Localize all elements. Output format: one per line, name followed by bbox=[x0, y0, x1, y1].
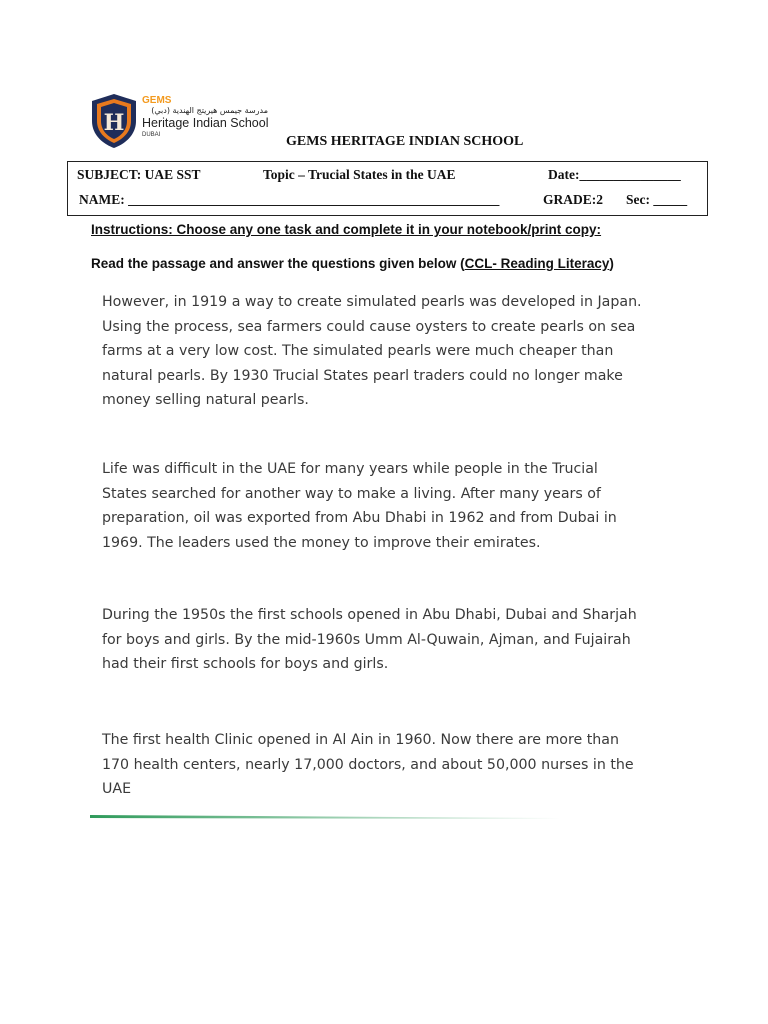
ccl-reading-literacy: CCL- Reading Literacy bbox=[464, 256, 610, 271]
reading-instruction bbox=[91, 256, 614, 271]
arabic-school-name: مدرسة جيمس هيريتج الهندية (دبي) bbox=[151, 106, 268, 115]
date-field[interactable]: Date:_______________ bbox=[548, 167, 681, 182]
school-city: DUBAI bbox=[142, 132, 161, 138]
school-name-logo: Heritage Indian School bbox=[142, 116, 269, 130]
sec-field[interactable]: Sec: _____ bbox=[626, 192, 688, 207]
instructions-line: Instructions: Choose any one task and complete it in your notebook/print copy: bbox=[91, 222, 602, 237]
passage-paragraph: However, in 1919 a way to create simulated pearls was developed in Japan. Using the process, sea farmers could cause oysters to create pearls on sea farms at a very low cost. The simulated pearls were much cheaper than natural pearls. By 1930 Trucial States pearl traders could no longer make money selling natural pearls. bbox=[102, 294, 642, 408]
green-divider bbox=[90, 814, 560, 820]
school-title: GEMS HERITAGE INDIAN SCHOOL bbox=[286, 134, 524, 149]
reading-instruction-close: ) bbox=[609, 256, 614, 271]
passage-paragraph: During the 1950s the first schools opened in Abu Dhabi, Dubai and Sharjah for boys and girls. By the mid-1960s Umm Al-Quwain, Ajman, and Fujairah had their first schools for boys and girls. bbox=[102, 607, 637, 672]
name-field[interactable]: NAME: _______________________________________________________ bbox=[79, 192, 500, 207]
topic-label: Topic – Trucial States in the UAE bbox=[263, 167, 456, 182]
school-crest-icon bbox=[90, 93, 138, 149]
crest-letter: H bbox=[103, 110, 125, 136]
grade-label: GRADE:2 bbox=[543, 192, 603, 207]
passage-paragraph: The first health Clinic opened in Al Ain in 1960. Now there are more than 170 health centers, nearly 17,000 doctors, and about 50,000 nurses in the UAE bbox=[102, 732, 634, 797]
passage-paragraph: Life was difficult in the UAE for many years while people in the Trucial States searched for another way to make a living. After many years of preparation, oil was exported from Abu Dhabi in 1962 and from Dubai in 1969. The leaders used the money to improve their emirates. bbox=[102, 461, 617, 551]
reading-instruction-text: Read the passage and answer the questions given below ( bbox=[91, 256, 465, 271]
school-logo bbox=[90, 93, 268, 149]
gems-brand: GEMS bbox=[142, 95, 172, 106]
subject-label: SUBJECT: UAE SST bbox=[77, 167, 201, 182]
worksheet-header bbox=[67, 161, 708, 216]
